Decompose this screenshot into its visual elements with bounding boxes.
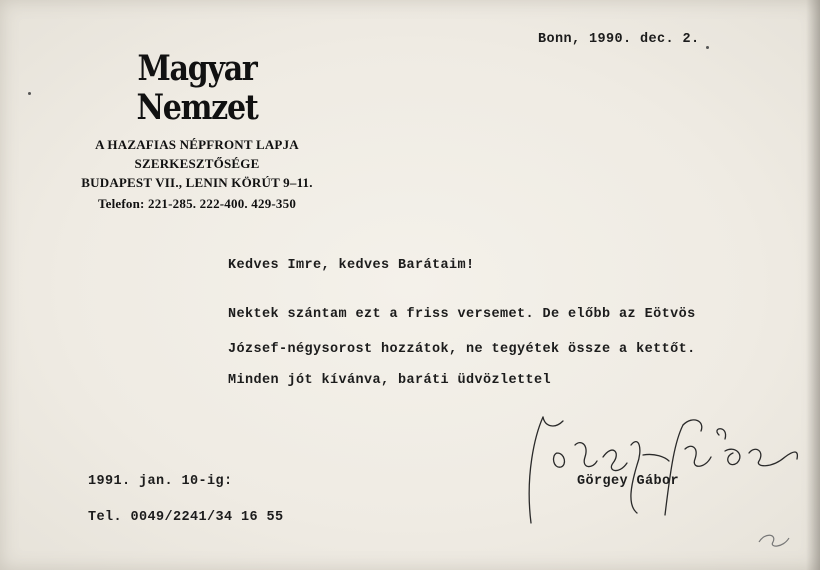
paper-speck: [28, 92, 31, 95]
letterhead-subtitle: A HAZAFIAS NÉPFRONT LAPJA: [95, 137, 299, 152]
letter-body-line: Nektek szántam ezt a friss versemet. De előbb az Eötvös: [228, 307, 696, 322]
letterhead-address: BUDAPEST VII., LENIN KÖRÚT 9–11.: [81, 175, 313, 190]
letter-closing: Minden jót kívánva, baráti üdvözlettel: [228, 373, 552, 388]
letter-greeting: Kedves Imre, kedves Barátaim!: [228, 258, 475, 273]
letter-date: Bonn, 1990. dec. 2.: [538, 32, 700, 47]
letterhead-phone: Telefon: 221-285. 222-400. 429-350: [97, 196, 297, 211]
contact-phone: Tel. 0049/2241/34 16 55: [88, 510, 284, 525]
pencil-mark: [755, 528, 795, 552]
letterhead: [72, 50, 322, 213]
newspaper-logo: Magyar Nemzet: [136, 48, 258, 128]
letterhead-office: SZERKESZTŐSÉGE: [134, 156, 260, 171]
signature-name: Görgey Gábor: [577, 474, 680, 489]
letter-body-line: József-négysorost hozzátok, ne tegyétek össze a kettőt.: [228, 342, 696, 357]
contact-until: 1991. jan. 10-ig:: [88, 474, 233, 489]
paper-speck: [706, 46, 709, 49]
handwritten-signature: [515, 405, 805, 530]
